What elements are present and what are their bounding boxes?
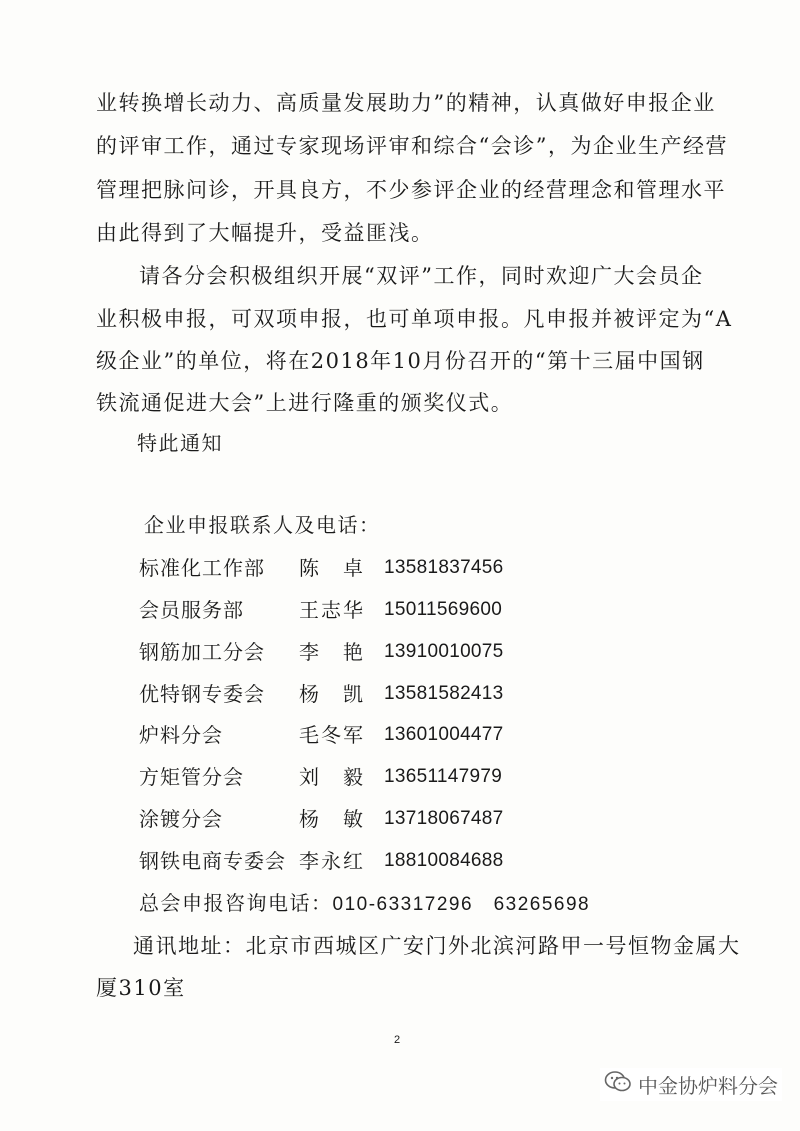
paragraph-2-line-3: 级企业”的单位，将在2018年10月份召开的“第十三届中国钢 [96, 349, 705, 373]
page-number: 2 [394, 1034, 401, 1046]
paragraph-2-line-4: 铁流通促进大会”上进行隆重的颁奖仪式。 [96, 391, 514, 415]
paragraph-1-line-4: 由此得到了大幅提升，受益匪浅。 [96, 221, 434, 245]
contact-department: 优特钢专委会 [139, 682, 265, 706]
contact-person: 杨 敏 [299, 807, 365, 831]
contact-person: 毛冬军 [299, 723, 365, 747]
contact-person: 刘 毅 [299, 765, 365, 789]
address-line-2: 厦310室 [96, 976, 186, 1000]
hotline-numbers: 010-63317296 63265698 [332, 894, 591, 915]
contact-phone: 13718067487 [384, 808, 504, 829]
contact-department: 钢筋加工分会 [139, 640, 265, 664]
wechat-icon [604, 1070, 638, 1099]
contact-phone: 13581582413 [384, 683, 504, 704]
watermark [600, 1068, 782, 1101]
paragraph-1-line-2: 的评审工作，通过专家现场评审和综合“会诊”，为企业生产经营 [96, 134, 728, 158]
hotline-label: 总会申报咨询电话： [139, 891, 333, 915]
hotline [139, 888, 590, 920]
contact-phone: 13910010075 [384, 641, 504, 662]
contacts-title: 企业申报联系人及电话： [144, 513, 381, 537]
contact-person: 杨 凯 [299, 682, 365, 706]
contact-person: 王志华 [299, 598, 365, 622]
contact-phone: 15011569600 [384, 599, 503, 620]
contact-phone: 18810084688 [384, 850, 504, 871]
contact-person: 李 艳 [299, 640, 365, 664]
contact-department: 钢铁电商专委会 [139, 849, 286, 873]
contact-department: 方矩管分会 [139, 765, 244, 789]
watermark-text: 中金协炉料分会 [638, 1074, 778, 1098]
paragraph-1-line-3: 管理把脉问诊，开具良方，不少参评企业的经营理念和管理水平 [96, 178, 726, 202]
contact-person: 李永红 [299, 849, 365, 873]
contact-phone: 13581837456 [384, 557, 504, 578]
contact-person: 陈 卓 [299, 556, 365, 580]
paragraph-2-line-1: 请各分会积极组织开展“双评”工作，同时欢迎广大会员企 [139, 264, 704, 288]
address-line-1: 通讯地址：北京市西城区广安门外北滨河路甲一号恒物金属大 [133, 934, 741, 958]
contact-phone: 13651147979 [384, 766, 503, 787]
paragraph-2-line-2: 业积极申报，可双项申报，也可单项申报。凡申报并被评定为“A [96, 307, 733, 331]
contact-department: 会员服务部 [139, 598, 244, 622]
paragraph-1-line-1: 业转换增长动力、高质量发展助力”的精神，认真做好申报企业 [96, 91, 716, 115]
contact-department: 涂镀分会 [139, 807, 223, 831]
contact-department: 标准化工作部 [139, 556, 265, 580]
contact-phone: 13601004477 [384, 724, 504, 745]
contact-department: 炉料分会 [139, 723, 223, 747]
closing-text: 特此通知 [137, 431, 223, 455]
